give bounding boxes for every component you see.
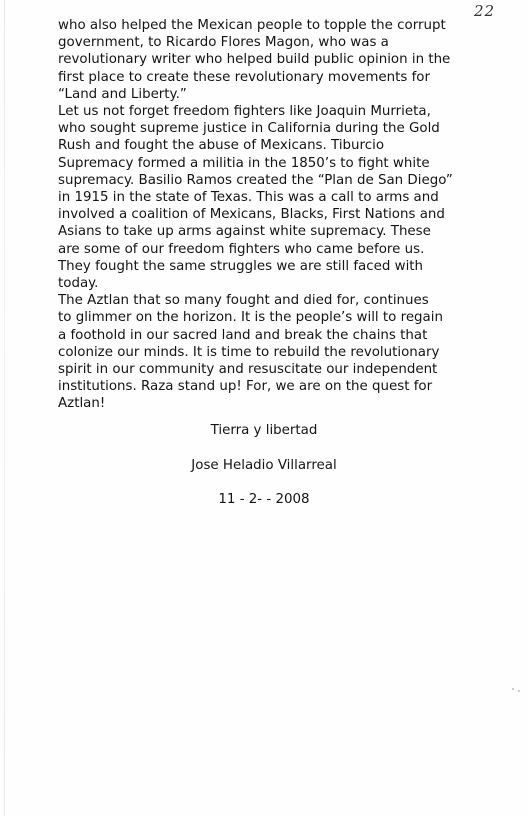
page-number: 22	[474, 2, 496, 20]
scan-speck	[512, 688, 514, 690]
date-line: 11 - 2- - 2008	[218, 492, 310, 507]
paragraph-1: who also helped the Mexican people to topple the corrupt government, to Ricardo Flores Magon, who was a revolutionary writer who helped build public opinion in the first place to create these revolutionary movements for “Land and Liberty.”	[58, 18, 451, 102]
closing-motto: Tierra y libertad	[210, 423, 318, 438]
scan-speck	[518, 690, 520, 692]
page-edge-line	[4, 0, 5, 816]
paragraph-3: The Aztlan that so many fought and died for, continues to glimmer on the horizon. It is the people’s will to regain a foothold in our sacred land and break the chains that colonize our minds. It is time to rebuild the revolutionary spirit in our community and resuscitate our independent institutions. Raza stand up! For, we are on the quest for Aztlan!	[58, 293, 443, 412]
body-text	[58, 17, 488, 413]
author-signature: Jose Heladio Villarreal	[191, 458, 337, 473]
paragraph-2: Let us not forget freedom fighters like Joaquin Murrieta, who sought supreme justice in California during the Gold Rush and fought the abuse of Mexicans. Tiburcio Supremacy formed a militia in the 1850’s to fight white supremacy. Basilio Ramos created the “Plan de San Diego” in 1915 in the state of Texas. This was a call to arms and involved a coalition of Mexicans, Blacks, First Nations and Asians to take up arms against white supremacy. These are some of our freedom fighters who came before us. They fought the same struggles we are still faced with today.	[58, 104, 453, 292]
